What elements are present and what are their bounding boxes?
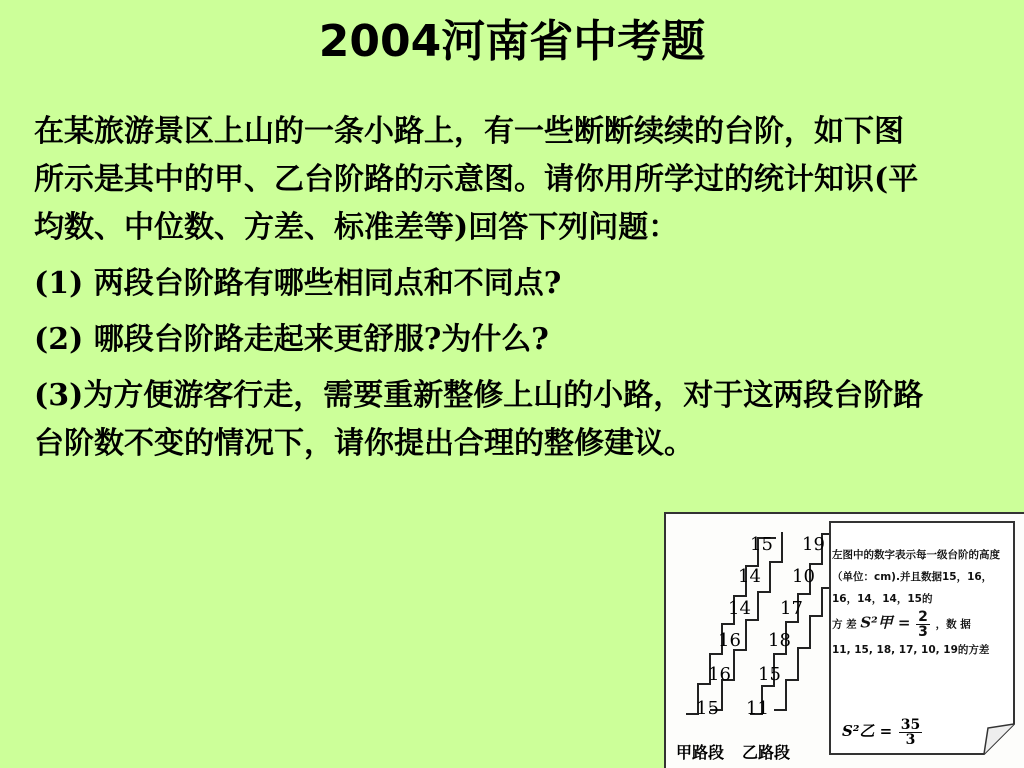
s-jia-fraction bbox=[916, 610, 930, 639]
yi-staircase bbox=[750, 534, 836, 714]
jia-step-6: 15 bbox=[750, 534, 773, 555]
yi-step-6: 19 bbox=[802, 534, 825, 555]
s-yi-denominator: 3 bbox=[905, 732, 916, 748]
note-line-1: 左图中的数字表示每一级台阶的高度（单位：cm).并且数据15，16，16，14，14，15的 bbox=[832, 549, 1000, 605]
s-jia-denominator: 3 bbox=[918, 624, 928, 640]
s-yi-fraction bbox=[899, 718, 922, 747]
question-3: (3)为方便游客行走，需要重新整修上山的小路，对于这两段台阶路台阶数不变的情况下，请你提出合理的整修建议。 bbox=[34, 378, 924, 461]
jia-step-4: 14 bbox=[728, 598, 751, 619]
yi-step-3: 18 bbox=[768, 630, 791, 651]
jia-step-1: 15 bbox=[696, 698, 719, 719]
yi-step-1: 11 bbox=[746, 698, 769, 719]
question-1: (1) 两段台阶路有哪些相同点和不同点? bbox=[34, 266, 562, 301]
s-yi-numerator: 35 bbox=[900, 717, 921, 733]
jia-step-5: 14 bbox=[738, 566, 761, 587]
question-2: (2) 哪段台阶路走起来更舒服?为什么? bbox=[34, 322, 549, 357]
s-jia-label: S²甲 = bbox=[860, 613, 911, 632]
yi-caption: 乙路段 bbox=[742, 743, 791, 762]
problem-statement: 在某旅游景区上山的一条小路上，有一些断断续续的台阶，如下图所示是其中的甲、乙台阶路的示意图。请你用所学过的统计知识(平均数、中位数、方差、标准差等)回答下列问题： bbox=[34, 114, 919, 245]
yi-step-4: 17 bbox=[780, 598, 803, 619]
jia-step-3: 16 bbox=[718, 630, 741, 651]
variance-note bbox=[832, 544, 1010, 661]
yi-step-2: 15 bbox=[758, 664, 781, 685]
yi-step-5: 10 bbox=[792, 566, 815, 587]
jia-step-2: 16 bbox=[708, 664, 731, 685]
jia-caption: 甲路段 bbox=[676, 743, 725, 762]
note-line-2-suffix: ，数 据 bbox=[935, 618, 971, 631]
s-jia-numerator: 2 bbox=[918, 609, 928, 625]
s-yi-label: S²乙 = bbox=[842, 722, 893, 740]
note-fold bbox=[984, 724, 1014, 754]
stairs-figure bbox=[664, 512, 1024, 768]
question-body bbox=[34, 108, 924, 468]
note-line-2-prefix: 方 差 bbox=[832, 618, 857, 631]
page-title: 2004河南省中考题 bbox=[318, 16, 706, 67]
note-line-3: 11, 15, 18, 17, 10, 19的方差 bbox=[832, 644, 990, 656]
s-yi-formula bbox=[842, 718, 924, 747]
note-line-2 bbox=[832, 610, 1010, 639]
